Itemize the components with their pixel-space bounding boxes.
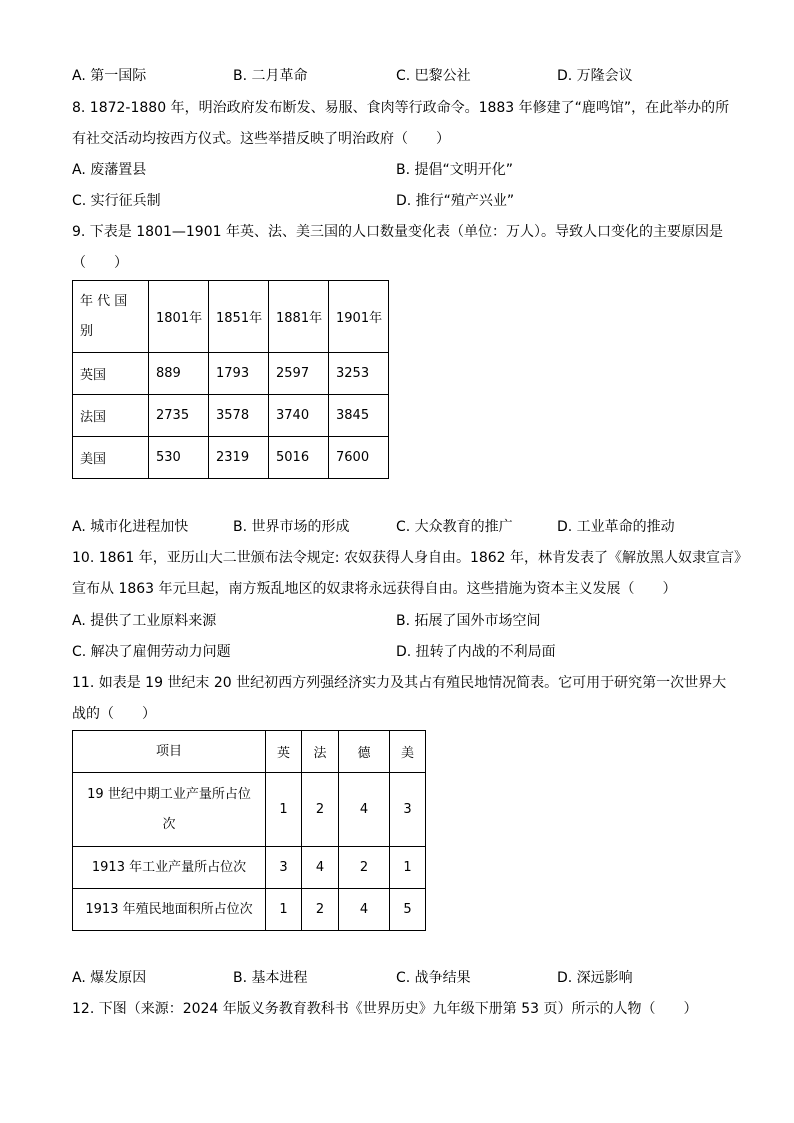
q11-stem-line2: 战的（ ） [72, 706, 156, 722]
q7-option-d[interactable]: D. 万隆会议 [557, 68, 633, 84]
table-header-row [73, 731, 426, 773]
q9-option-b[interactable]: B. 世界市场的形成 [233, 519, 350, 535]
table-cell: 7600 [329, 437, 389, 479]
row-label: 美国 [73, 437, 149, 479]
q10-option-d[interactable]: D. 扭转了内战的不利局面 [396, 644, 556, 660]
q10-stem-line2: 宣布从 1863 年元旦起，南方叛乱地区的奴隶将永远获得自由。这些措施为资本主义发展（ ） [72, 581, 677, 597]
q9-stem-line2: （ ） [72, 255, 128, 271]
table-header-cell: 法 [302, 731, 339, 773]
row-label: 英国 [73, 353, 149, 395]
q11-option-d[interactable]: D. 深远影响 [557, 970, 633, 986]
table-cell: 1793 [209, 353, 269, 395]
table-cell: 530 [149, 437, 209, 479]
table-row [73, 889, 426, 931]
table-header-cell: 1881年 [269, 281, 329, 353]
q8-option-d[interactable]: D. 推行“殖产兴业” [396, 193, 515, 209]
q7-option-a[interactable]: A. 第一国际 [72, 68, 147, 84]
table-cell: 3845 [329, 395, 389, 437]
q11-option-c[interactable]: C. 战争结果 [396, 970, 471, 986]
table-header-cell: 德 [339, 731, 390, 773]
corner-line1: 年 代 国 [80, 293, 128, 309]
row-label [73, 773, 266, 847]
q9-option-c[interactable]: C. 大众教育的推广 [396, 519, 513, 535]
table-header-cell: 1851年 [209, 281, 269, 353]
table-cell: 2735 [149, 395, 209, 437]
table-cell: 2319 [209, 437, 269, 479]
q8-stem-line2: 有社交活动均按西方仪式。这些举措反映了明治政府（ ） [72, 131, 450, 147]
table-cell: 2 [302, 773, 339, 847]
table-cell: 2 [302, 889, 339, 931]
table-row [73, 353, 389, 395]
row-label-line2: 次 [162, 816, 176, 832]
row-label: 法国 [73, 395, 149, 437]
table-cell: 1 [266, 889, 302, 931]
table-header-cell: 1901年 [329, 281, 389, 353]
row-label: 1913 年工业产量所占位次 [73, 847, 266, 889]
row-label: 1913 年殖民地面积所占位次 [73, 889, 266, 931]
q9-stem-line1: 9. 下表是 1801—1901 年英、法、美三国的人口数量变化表（单位：万人）。导致人口变化的主要原因是 [72, 224, 723, 240]
table-corner-cell [73, 281, 149, 353]
table-row [73, 437, 389, 479]
table-header-cell: 1801年 [149, 281, 209, 353]
q12-stem: 12. 下图（来源：2024 年版义务教育教科书《世界历史》九年级下册第 53 页）所示的人物（ ） [72, 1001, 698, 1017]
q8-stem-line1: 8. 1872-1880 年，明治政府发布断发、易服、食肉等行政命令。1883 年修建了“鹿鸣馆”，在此举办的所 [72, 100, 730, 116]
q10-option-c[interactable]: C. 解决了雇佣劳动力问题 [72, 644, 231, 660]
table-cell: 3 [266, 847, 302, 889]
table-cell: 4 [339, 773, 390, 847]
q8-option-c[interactable]: C. 实行征兵制 [72, 193, 161, 209]
q10-option-a[interactable]: A. 提供了工业原料来源 [72, 613, 217, 629]
q9-population-table [72, 280, 389, 479]
table-cell: 4 [339, 889, 390, 931]
table-cell: 5 [390, 889, 426, 931]
q9-option-d[interactable]: D. 工业革命的推动 [557, 519, 675, 535]
table-header-cell: 美 [390, 731, 426, 773]
table-row [73, 395, 389, 437]
table-row [73, 847, 426, 889]
q7-option-c[interactable]: C. 巴黎公社 [396, 68, 471, 84]
q7-option-b[interactable]: B. 二月革命 [233, 68, 308, 84]
table-header-cell: 项目 [73, 731, 266, 773]
q9-option-a[interactable]: A. 城市化进程加快 [72, 519, 189, 535]
table-cell: 5016 [269, 437, 329, 479]
q11-powers-table [72, 730, 426, 931]
table-cell: 1 [266, 773, 302, 847]
table-cell: 3740 [269, 395, 329, 437]
table-cell: 3253 [329, 353, 389, 395]
table-cell: 4 [302, 847, 339, 889]
table-cell: 3578 [209, 395, 269, 437]
table-cell: 2597 [269, 353, 329, 395]
table-header-cell: 英 [266, 731, 302, 773]
q11-option-a[interactable]: A. 爆发原因 [72, 970, 147, 986]
table-header-row [73, 281, 389, 353]
q10-option-b[interactable]: B. 拓展了国外市场空间 [396, 613, 541, 629]
q11-option-b[interactable]: B. 基本进程 [233, 970, 308, 986]
table-cell: 1 [390, 847, 426, 889]
row-label-line1: 19 世纪中期工业产量所占位 [87, 786, 251, 802]
q8-option-a[interactable]: A. 废藩置县 [72, 162, 147, 178]
q8-option-b[interactable]: B. 提倡“文明开化” [396, 162, 514, 178]
table-cell: 2 [339, 847, 390, 889]
corner-line2: 别 [80, 323, 94, 339]
q10-stem-line1: 10. 1861 年，亚历山大二世颁布法令规定: 农奴获得人身自由。1862 年，林肯发表了《解放黑人奴隶宣言》 [72, 550, 749, 566]
table-cell: 889 [149, 353, 209, 395]
table-row [73, 773, 426, 847]
table-cell: 3 [390, 773, 426, 847]
q11-stem-line1: 11. 如表是 19 世纪末 20 世纪初西方列强经济实力及其占有殖民地情况简表。它可用于研究第一次世界大 [72, 675, 727, 691]
